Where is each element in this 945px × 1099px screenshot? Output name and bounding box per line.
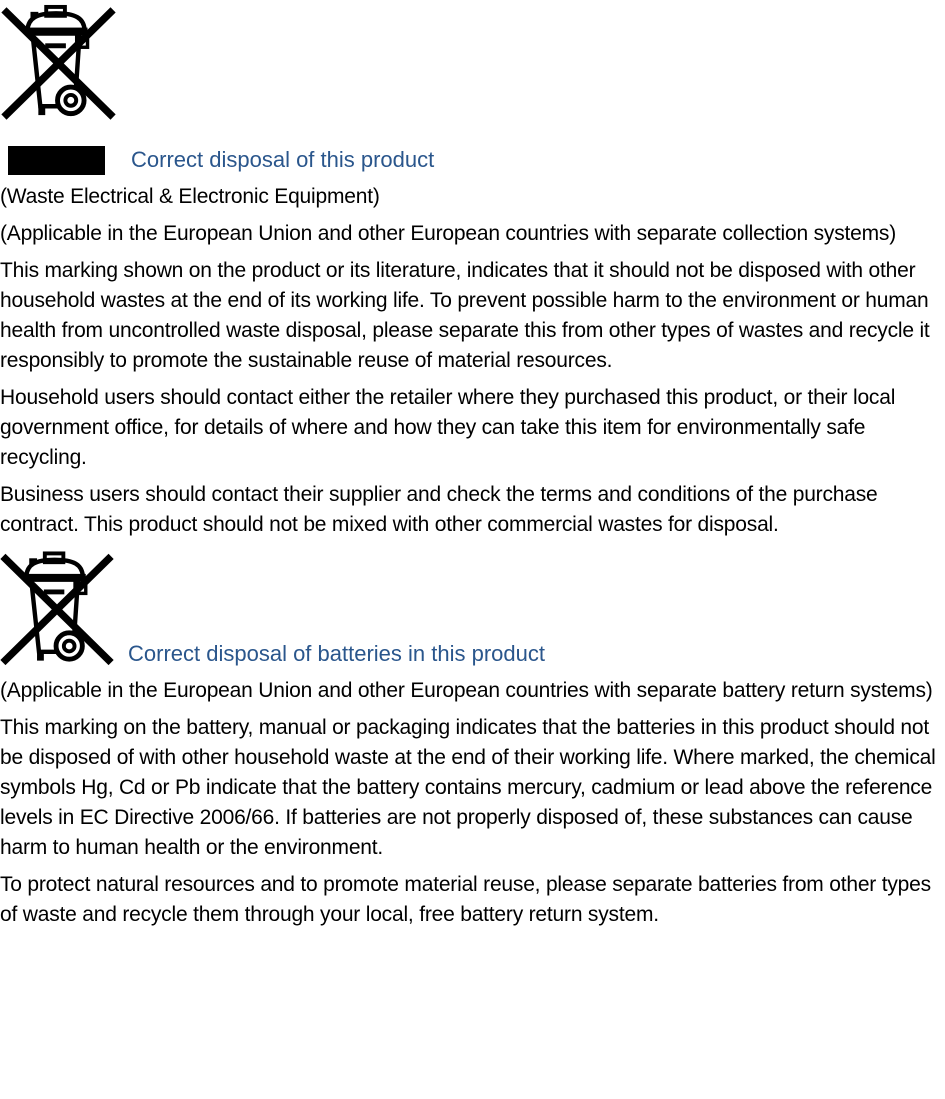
redaction-bar <box>8 146 105 175</box>
weee-paragraph-household: Household users should contact either the retailer where they purchased this product, or their local government office, for details of where and how they can take this item for environmentally safe recycling. <box>0 386 896 469</box>
battery-applicability-note: (Applicable in the European Union and other European countries with separate battery return systems) <box>0 679 933 702</box>
battery-paragraph-marking: This marking on the battery, manual or packaging indicates that the batteries in this product should not be disposed of with other household waste at the end of their working life. Where marked, the chemical symbols Hg, Cd or Pb indicate that the battery contains mercury, cadmium or lead above the reference levels in EC Directive 2006/66. If batteries are not properly disposed of, these substances can cause harm to human health or the environment. <box>0 716 936 859</box>
weee-subheading: (Waste Electrical & Electronic Equipment) <box>0 185 380 208</box>
battery-section-heading: Correct disposal of batteries in this product <box>128 641 545 666</box>
weee-applicability-note: (Applicable in the European Union and other European countries with separate collection systems) <box>0 222 896 245</box>
weee-section-heading: Correct disposal of this product <box>131 147 435 172</box>
weee-paragraph-marking: This marking shown on the product or its literature, indicates that it should not be disposed with other household wastes at the end of its working life. To prevent possible harm to the environment or human health from uncontrolled waste disposal, please separate this from other types of wastes and recycle it responsibly to promote the sustainable reuse of material resources. <box>0 259 930 372</box>
crossed-out-wheeled-bin-icon <box>0 3 118 121</box>
battery-section <box>0 547 945 930</box>
weee-section <box>0 3 945 540</box>
weee-heading-row <box>0 145 945 175</box>
weee-paragraph-business: Business users should contact their supplier and check the terms and conditions of the purchase contract. This product should not be mixed with other commercial wastes for disposal. <box>0 483 878 536</box>
battery-heading-row <box>0 547 945 669</box>
crossed-out-wheeled-bin-battery-icon <box>0 547 115 669</box>
battery-paragraph-protect: To protect natural resources and to promote material reuse, please separate batteries from other types of waste and recycle them through your local, free battery return system. <box>0 873 931 926</box>
